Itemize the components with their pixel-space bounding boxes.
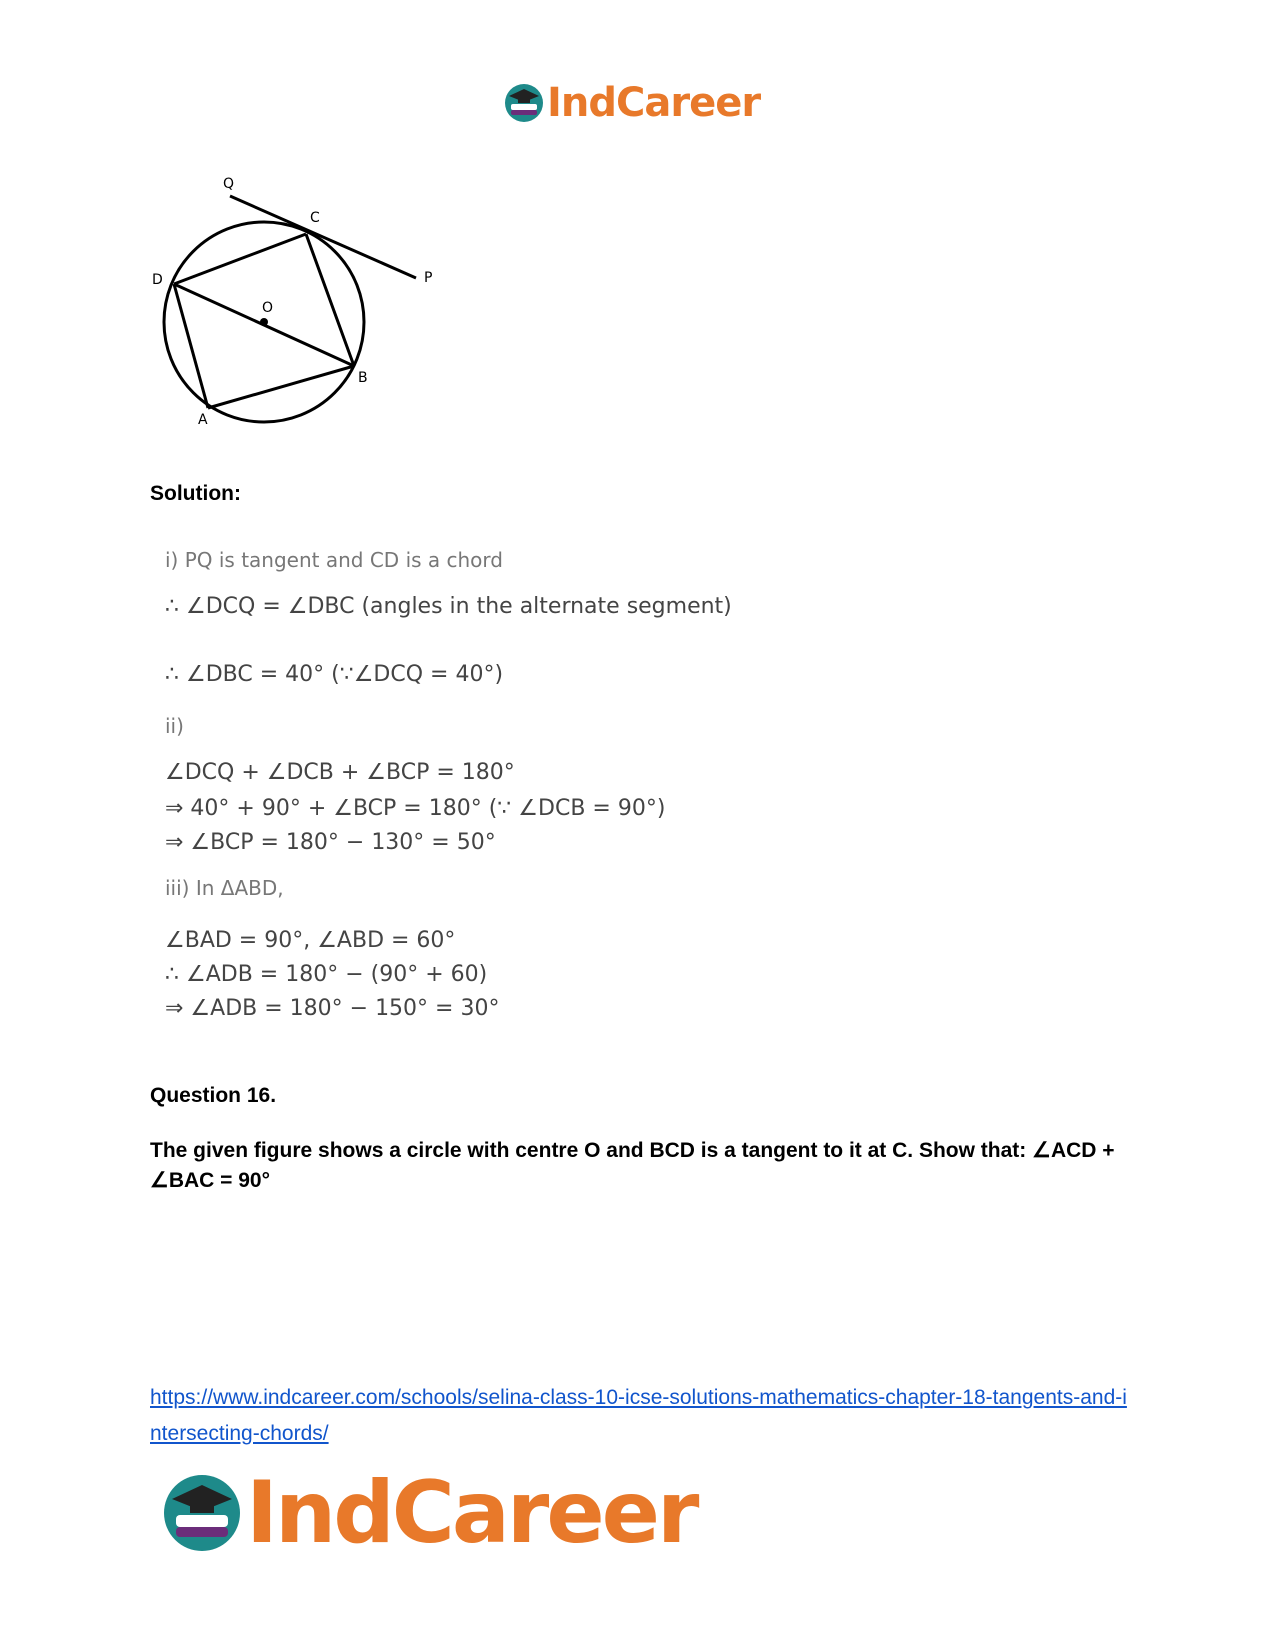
solution-heading: Solution: — [150, 482, 241, 505]
tangent-pq — [230, 196, 416, 278]
solution-step: i) PQ is tangent and CD is a chord — [165, 548, 503, 572]
label-q: Q — [223, 176, 235, 192]
question-text: The given figure shows a circle with centre O and BCD is a tangent to it at C. Show that: ∠ACD + ∠BAC = 90° — [150, 1139, 1115, 1192]
graduation-book-icon — [160, 1471, 244, 1555]
chord-dc — [174, 234, 306, 284]
circle-figure — [148, 172, 448, 442]
label-d: D — [152, 272, 163, 288]
label-c: C — [310, 210, 320, 226]
label-p: P — [424, 270, 433, 286]
chord-ba — [208, 366, 354, 408]
solution-step: ⇒ ∠ADB = 180° − 150° = 30° — [165, 996, 500, 1021]
solution-step: ∠BAD = 90°, ∠ABD = 60° — [165, 928, 456, 953]
centre-point — [260, 318, 268, 326]
header-logo — [503, 80, 760, 126]
graduation-book-icon — [503, 82, 545, 124]
solution-step: ∴ ∠ADB = 180° − (90° + 60) — [165, 962, 488, 987]
question-heading: Question 16. — [150, 1084, 277, 1107]
solution-step: ⇒ 40° + 90° + ∠BCP = 180° (∵ ∠DCB = 90°) — [165, 796, 666, 821]
solution-step: ∠DCQ + ∠DCB + ∠BCP = 180° — [165, 760, 515, 785]
solution-step: ∴ ∠DCQ = ∠DBC (angles in the alternate segment) — [165, 594, 732, 619]
label-a: A — [198, 412, 208, 428]
logo-text: IndCareer — [246, 1463, 697, 1563]
source-link[interactable]: https://www.indcareer.com/schools/selina-class-10-icse-solutions-mathematics-chapter-18-tangents-and-intersecting-chords/ — [150, 1386, 1127, 1445]
solution-step: iii) In ΔABD, — [165, 876, 284, 900]
solution-step: ∴ ∠DBC = 40° (∵∠DCQ = 40°) — [165, 662, 504, 687]
solution-step: ⇒ ∠BCP = 180° − 130° = 50° — [165, 830, 496, 855]
solution-step: ii) — [165, 714, 184, 738]
label-o: O — [262, 300, 274, 316]
label-b: B — [358, 370, 368, 386]
footer-logo — [160, 1463, 697, 1563]
logo-text: IndCareer — [547, 80, 761, 126]
